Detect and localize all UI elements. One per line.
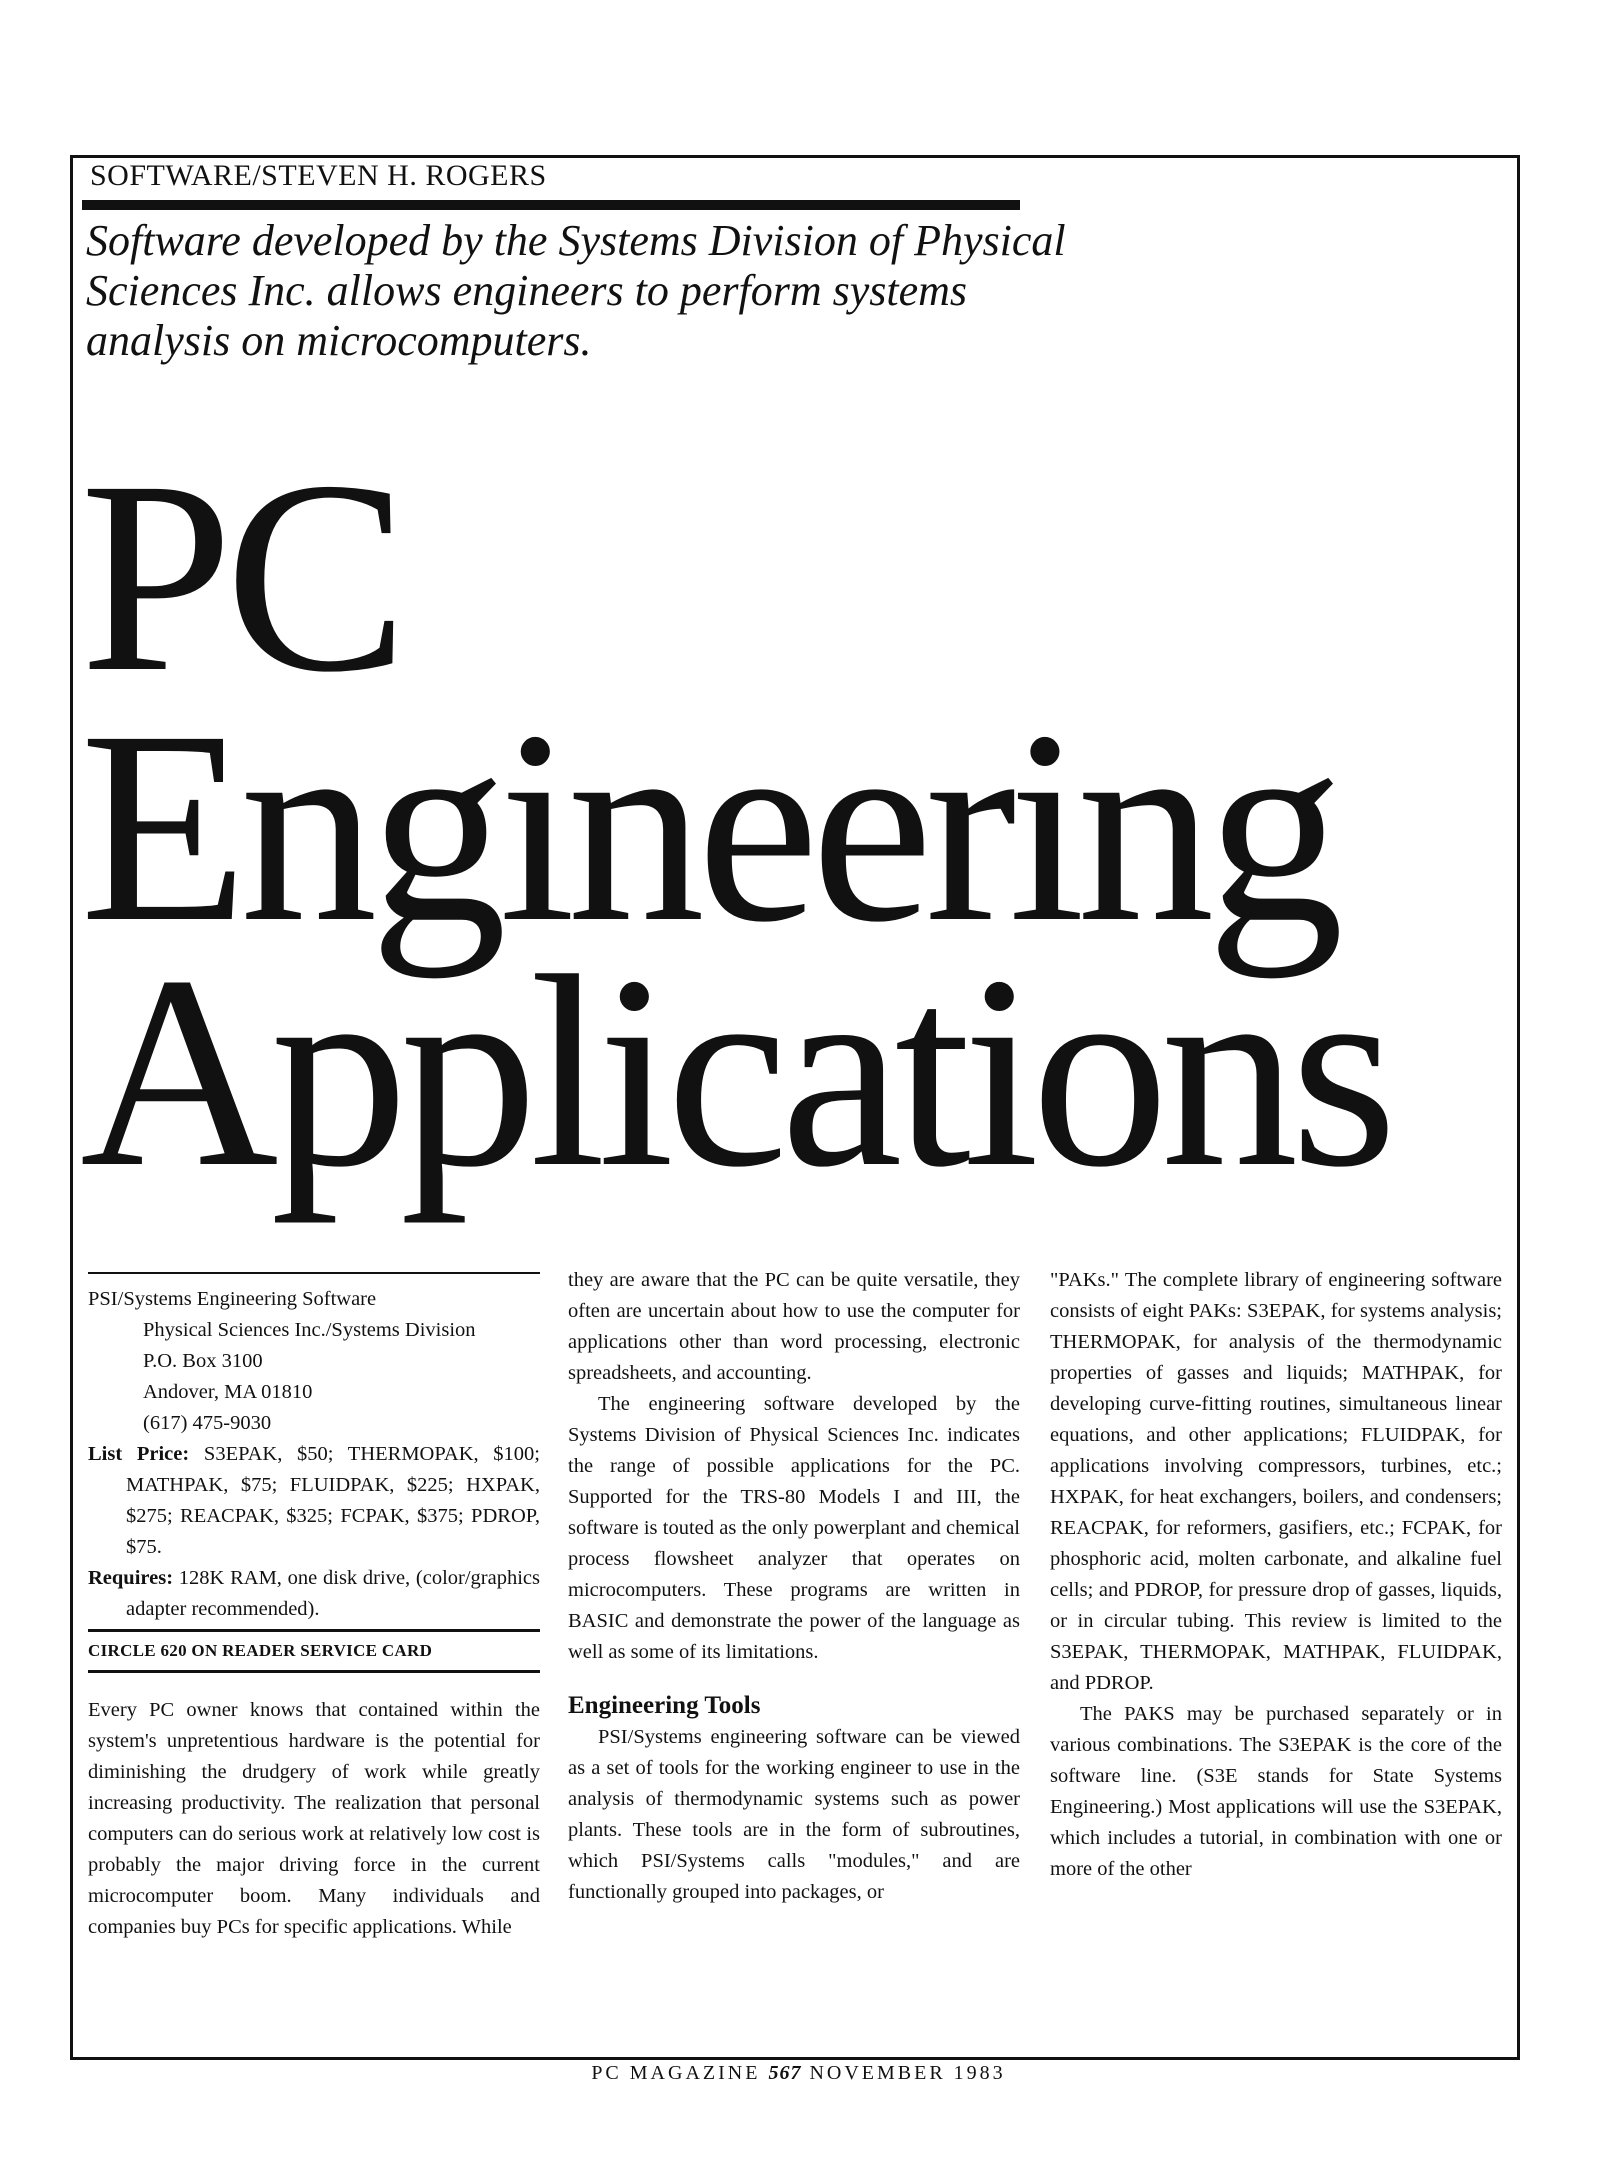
list-price-label: List Price:: [88, 1443, 190, 1465]
section-kicker: SOFTWARE/STEVEN H. ROGERS: [90, 159, 547, 192]
paragraph: they are aware that the PC can be quite versatile, they often are uncertain about how to use the computer for applications other than word processing, electronic spreadsheets, and accounting.: [568, 1269, 1020, 1384]
requirements: [88, 1563, 540, 1625]
article-deck: Software developed by the Systems Division of Physical Sciences Inc. allows engineers to perform systems analysis on microcomputers.: [86, 216, 1066, 365]
title-line-3: Applications: [80, 920, 1390, 1224]
info-top-rule: [88, 1272, 540, 1274]
paragraph: PSI/Systems engineering software can be viewed as a set of tools for the working engineer to use in the analysis of thermodynamic systems such as power plants. These tools are in the form of subroutines, which PSI/Systems calls "modules," and are functionally grouped into packages, or: [568, 1726, 1020, 1903]
info-bottom-rule: [88, 1629, 540, 1632]
article-body-col1: [88, 1695, 540, 1943]
requires-label: Requires:: [88, 1567, 174, 1589]
reader-service-card: CIRCLE 620 ON READER SERVICE CARD: [88, 1641, 433, 1660]
product-name: PSI/Systems Engineering Software: [88, 1288, 377, 1310]
paragraph: The engineering software developed by the Systems Division of Physical Sciences Inc. indicates the range of possible applications for the PC. Supported for the TRS-80 Models I and III, the software is touted as the only powerplant and chemical process flowsheet analyzer that operates on microcomputers. These programs are written in BASIC and demonstrate the power of the language as well as some of its limitations.: [568, 1393, 1020, 1663]
address-line: P.O. Box 3100: [143, 1350, 263, 1372]
footer-page-number: 567: [768, 2062, 802, 2084]
address-line: (617) 475-9030: [143, 1412, 272, 1434]
title-line-1: PC: [80, 425, 401, 729]
title-line-2: Engineering: [80, 675, 1336, 979]
column-2: [568, 1265, 1020, 1908]
kicker-rule: [82, 200, 1020, 210]
paragraph: "PAKs." The complete library of engineering software consists of eight PAKs: S3EPAK, for systems analysis; THERMOPAK, for analysis of the thermodynamic properties of gasses and liquids; MATHPAK, for developing curve-fitting routines, simultaneous linear equations, and other applications; FLUIDPAK, for applications involving compressors, turbines, etc.; HXPAK, for heat exchangers, boilers, and condensers; REACPAK, for reformers, gasifiers, etc.; FCPAK, for phosphoric acid, molten carbonate, and alkaline fuel cells; and PDROP, for pressure drop of gasses, liquids, or in circular tubing. This review is limited to the S3EPAK, THERMOPAK, MATHPAK, FLUIDPAK, and PDROP.: [1050, 1269, 1502, 1694]
address-line: Physical Sciences Inc./Systems Division: [143, 1319, 476, 1341]
list-price: [88, 1439, 540, 1563]
footer-date: NOVEMBER 1983: [809, 2062, 1006, 2084]
footer-magazine: PC MAGAZINE: [591, 2062, 761, 2084]
address-line: Andover, MA 01810: [143, 1381, 313, 1403]
column-1: [88, 1272, 540, 1943]
requires-value: 128K RAM, one disk drive, (color/graphics adapter recommended).: [126, 1567, 541, 1620]
column-3: [1050, 1265, 1502, 1885]
subheading: Engineering Tools: [568, 1692, 761, 1719]
paragraph: Every PC owner knows that contained within the system's unpretentious hardware is the potential for diminishing the drudgery of work while greatly increasing productivity. The realization that personal computers can do serious work at relatively low cost is probably the major driving force in the current microcomputer boom. Many individuals and companies buy PCs for specific applications. While: [88, 1699, 540, 1938]
paragraph: The PAKS may be purchased separately or in various combinations. The S3EPAK is the core of the software line. (S3E stands for State Systems Engineering.) Most applications will use the S3EPAK, which includes a tutorial, in combination with one or more of the other: [1050, 1703, 1502, 1880]
page-footer: [0, 2062, 1597, 2085]
service-rule: [88, 1670, 540, 1673]
list-price-value: S3EPAK, $50; THERMOPAK, $100; MATHPAK, $75; FLUIDPAK, $225; HXPAK, $275; REACPAK, $325; FCPAK, $375; PDROP, $75.: [126, 1443, 541, 1558]
product-info-box: [88, 1284, 540, 1625]
